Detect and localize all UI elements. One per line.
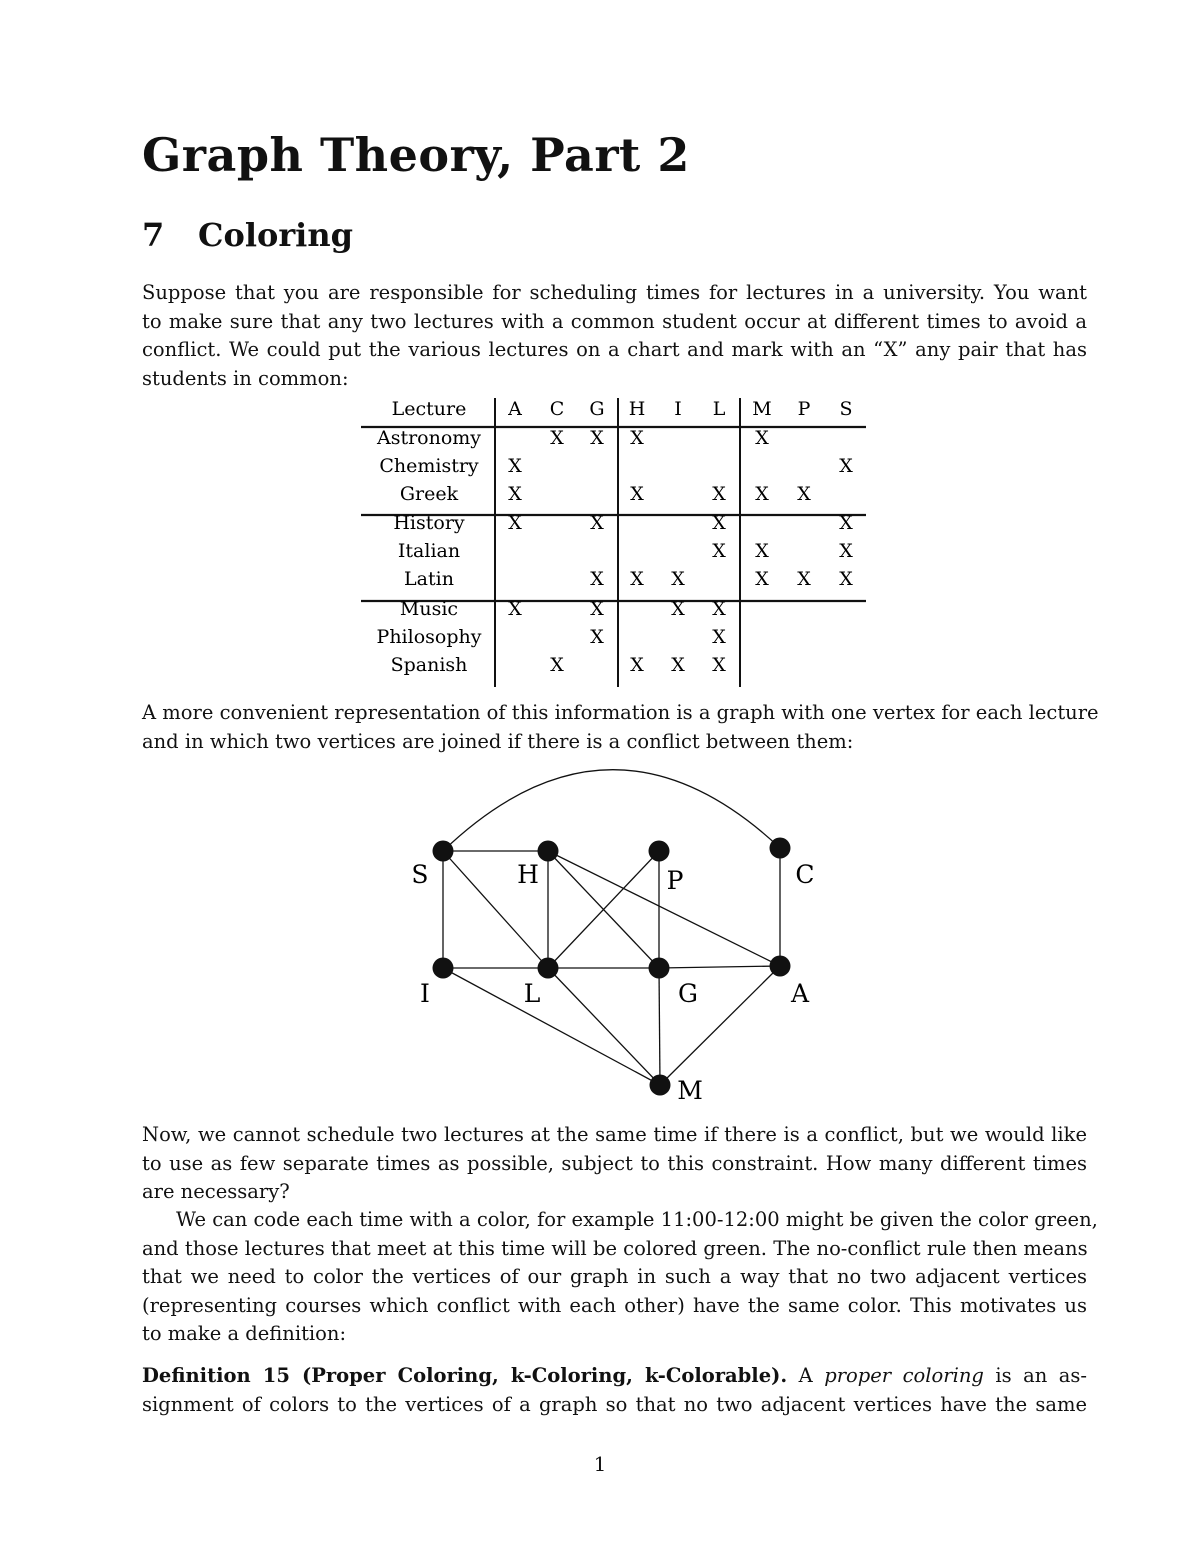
definition-text: A [798, 1364, 825, 1387]
table-cell-mark: X [508, 598, 522, 620]
graph-vertex-label: P [666, 866, 684, 895]
graph-vertex-label: M [677, 1076, 703, 1105]
table-cell-mark: X [590, 512, 604, 534]
table-cell-mark: X [630, 483, 644, 505]
text-line: (representing courses which conflict with each other) have the same color. This motivates us [142, 1293, 1087, 1317]
table-cell-mark: X [671, 568, 685, 590]
graph-vertex-label: H [517, 860, 539, 889]
table-cell-mark: X [630, 654, 644, 676]
graph-vertex-label: A [790, 979, 810, 1008]
table-column-header: L [712, 398, 726, 420]
table-cell-mark: X [508, 455, 522, 477]
table-cell-mark: X [755, 483, 769, 505]
page-number: 1 [593, 1452, 607, 1476]
graph-edge [659, 966, 780, 968]
graph-vertex-label: L [523, 979, 541, 1008]
graph-vertex [650, 1075, 671, 1096]
table-column-header: P [797, 398, 811, 420]
definition-heading: Definition 15 (Proper Coloring, k-Coloring, k-Colorable). [142, 1364, 788, 1387]
table-cell-mark: X [712, 654, 726, 676]
graph-edge [443, 770, 780, 851]
graph-edge [548, 968, 660, 1085]
table-cell-mark: X [839, 568, 853, 590]
text-line: to make a definition: [142, 1322, 347, 1345]
graph-vertex [770, 956, 791, 977]
table-column-header: C [549, 398, 565, 420]
graph-intro-paragraph [142, 699, 1099, 756]
table-cell-mark: X [797, 568, 811, 590]
table-cell-mark: X [508, 512, 522, 534]
definition-text: is an as- [983, 1364, 1088, 1387]
table-cell-mark: X [630, 427, 644, 449]
graph-vertex-label: I [420, 979, 430, 1008]
table-column-header: S [839, 398, 853, 420]
table-cell-mark: X [590, 427, 604, 449]
section-number: 7 [142, 216, 165, 254]
graph-vertex [649, 958, 670, 979]
section-heading [142, 216, 353, 254]
table-cell-mark: X [590, 626, 604, 648]
conflict-graph [0, 760, 1200, 1110]
question-paragraph [142, 1121, 1087, 1207]
table-cell-mark: X [712, 540, 726, 562]
graph-vertex [770, 838, 791, 859]
table-column-header: I [674, 398, 682, 420]
table-cell-mark: X [590, 568, 604, 590]
table-column-header: M [752, 398, 772, 420]
text-line: Now, we cannot schedule two lectures at the same time if there is a conflict, but we would like [142, 1123, 1087, 1146]
graph-vertex [538, 958, 559, 979]
table-row-label: Astronomy [376, 427, 482, 449]
table-row-label: Philosophy [376, 626, 482, 648]
table-cell-mark: X [839, 512, 853, 534]
table-row-label: Music [399, 598, 459, 620]
definition-paragraph [142, 1362, 1087, 1419]
table-cell-mark: X [712, 512, 726, 534]
definition-line [142, 1362, 1087, 1391]
table-cell-mark: X [671, 598, 685, 620]
intro-paragraph [142, 279, 1087, 393]
text-line: to make sure that any two lectures with a common student occur at different times to avoid a [142, 309, 1087, 333]
table-cell-mark: X [712, 598, 726, 620]
text-line: Suppose that you are responsible for scheduling times for lectures in a university. You want [142, 281, 1087, 304]
text-line: and in which two vertices are joined if there is a conflict between them: [142, 729, 854, 753]
table-cell-mark: X [590, 598, 604, 620]
table-column-header: H [628, 398, 646, 420]
table-cell-mark: X [797, 483, 811, 505]
table-cell-mark: X [755, 568, 769, 590]
table-column-header: A [508, 398, 522, 420]
text-line: are necessary? [142, 1180, 290, 1203]
table-row-label: Latin [404, 568, 454, 590]
graph-edge [548, 851, 780, 966]
text-line: that we need to color the vertices of our graph in such a way that no two adjacent vertices [142, 1265, 1087, 1288]
text-line: A more convenient representation of this information is a graph with one vertex for each lecture [142, 701, 1099, 724]
text-line: We can code each time with a color, for example 11:00-12:00 might be given the color green, [176, 1208, 1098, 1231]
color-paragraph [142, 1206, 1098, 1349]
table-cell-mark: X [550, 427, 564, 449]
table-cell-mark: X [839, 540, 853, 562]
graph-vertex-label: S [411, 860, 429, 889]
text-line: to use as few separate times as possible, subject to this constraint. How many different times [142, 1151, 1087, 1175]
table-cell-mark: X [671, 654, 685, 676]
graph-vertex [538, 841, 559, 862]
graph-edge [659, 968, 660, 1085]
graph-vertex [433, 841, 454, 862]
table-cell-mark: X [712, 626, 726, 648]
table-cell-mark: X [630, 568, 644, 590]
graph-vertex [649, 841, 670, 862]
table-header-label: Lecture [391, 398, 467, 420]
table-cell-mark: X [712, 483, 726, 505]
table-cell-mark: X [755, 427, 769, 449]
table-cell-mark: X [550, 654, 564, 676]
graph-vertex-label: C [795, 860, 815, 889]
table-row-label: History [393, 512, 465, 534]
table-row-label: Spanish [390, 654, 468, 676]
table-column-header: G [589, 398, 605, 420]
conflict-table [0, 395, 1200, 695]
definition-term: proper coloring [824, 1364, 984, 1387]
table-row-label: Italian [397, 540, 461, 562]
text-line: and those lectures that meet at this time will be colored green. The no-conflict rule then means [142, 1236, 1088, 1260]
table-row-label: Chemistry [379, 455, 479, 477]
page-title: Graph Theory, Part 2 [142, 128, 690, 182]
graph-vertex [433, 958, 454, 979]
table-cell-mark: X [755, 540, 769, 562]
text-line: conflict. We could put the various lectures on a chart and mark with an “X” any pair that has [142, 338, 1087, 361]
table-cell-mark: X [839, 455, 853, 477]
table-row-label: Greek [399, 483, 459, 505]
text-line: signment of colors to the vertices of a graph so that no two adjacent vertices have the same [142, 1392, 1087, 1416]
section-title: Coloring [198, 216, 353, 254]
table-cell-mark: X [508, 483, 522, 505]
text-line: students in common: [142, 366, 349, 390]
graph-edge [443, 968, 660, 1085]
graph-vertex-label: G [678, 979, 698, 1008]
